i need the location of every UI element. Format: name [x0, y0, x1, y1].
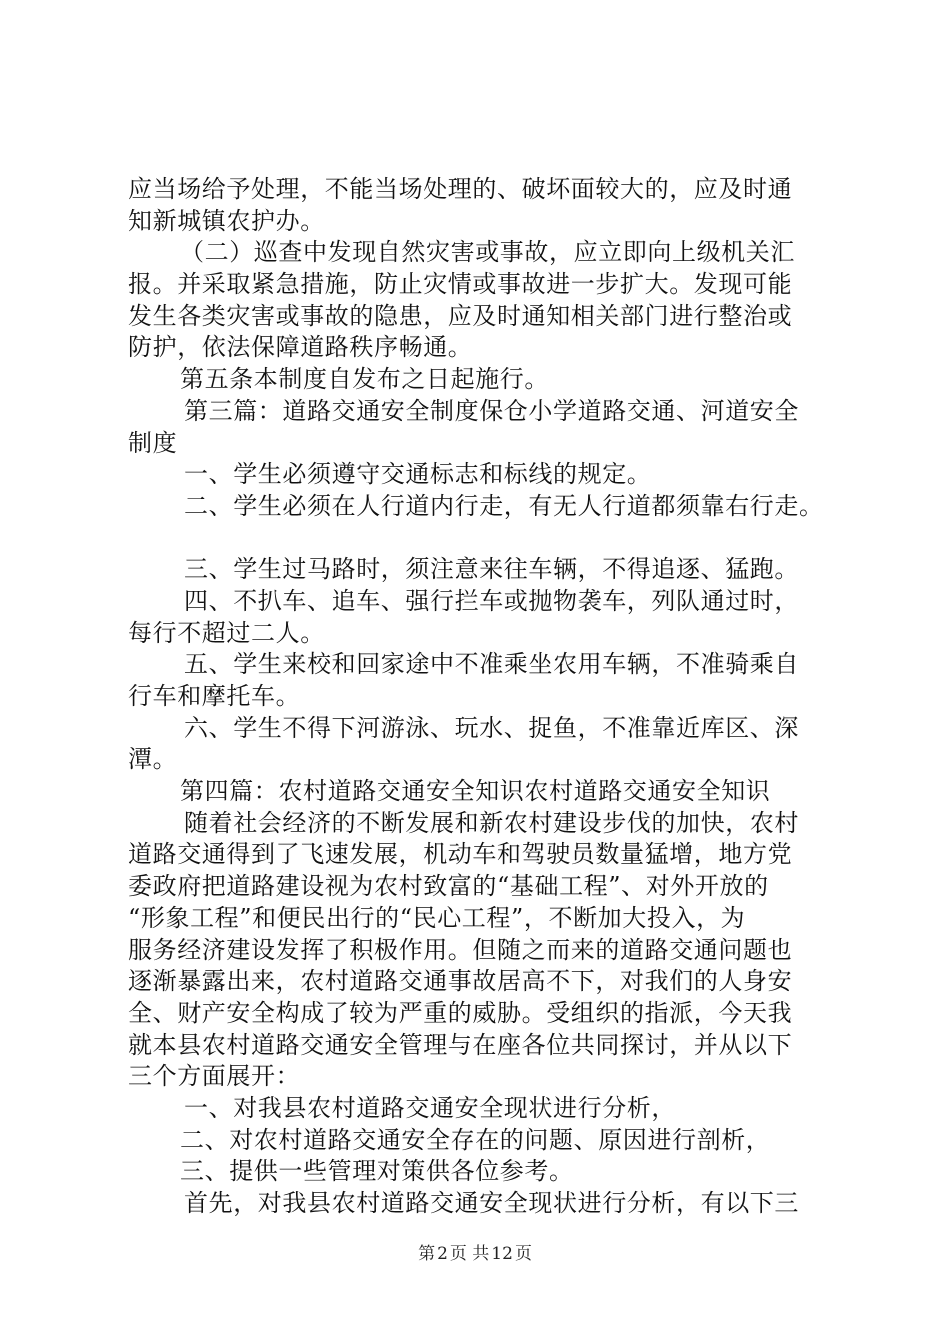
list-item: 六、学生不得下河游泳、玩水、捉鱼，不准靠近库区、深 [184, 713, 799, 742]
list-item: 三、学生过马路时，须注意来往车辆，不得追逐、猛跑。 [184, 555, 799, 584]
list-item: 二、对农村道路交通安全存在的问题、原因进行剖析， [180, 1125, 771, 1154]
text-line: 全、财产安全构成了较为严重的威胁。受组织的指派，今天我 [128, 998, 793, 1027]
list-item: 一、学生必须遵守交通标志和标线的规定。 [184, 460, 652, 489]
list-item: 四、不扒车、追车、强行拦车或抛物袭车，列队通过时， [184, 586, 799, 615]
section-heading: 第四篇：农村道路交通安全知识农村道路交通安全知识 [180, 777, 771, 806]
list-item: 二、学生必须在人行道内行走，有无人行道都须靠右行走。 [184, 491, 824, 520]
text-line: 首先，对我县农村道路交通安全现状进行分析，有以下三 [184, 1189, 799, 1217]
text-line: 防护，依法保障道路秩序畅通。 [128, 333, 473, 362]
page-suffix: 页 [514, 1244, 532, 1264]
list-item: 三、提供一些管理对策供各位参考。 [180, 1157, 574, 1186]
text-line: 潭。 [128, 745, 178, 774]
text-line: 委政府把道路建设视为农村致富的“基础工程”、对外开放的 [128, 872, 769, 901]
text-line: 发生各类灾害或事故的隐患，应及时通知相关部门进行整治或 [128, 301, 793, 330]
text-line: （二）巡查中发现自然灾害或事故，应立即向上级机关汇 [180, 238, 795, 267]
section-heading: 制度 [128, 428, 178, 457]
list-item: 一、对我县农村道路交通安全现状进行分析， [184, 1093, 676, 1122]
text-line: 行车和摩托车。 [128, 682, 301, 710]
text-line: 随着社会经济的不断发展和新农村建设步伐的加快，农村 [184, 808, 799, 837]
total-pages: 12 [491, 1244, 513, 1264]
blank-line [128, 523, 838, 555]
text-line: 报。并采取紧急措施，防止灾情或事故进一步扩大。发现可能 [128, 270, 793, 299]
section-heading: 第三篇：道路交通安全制度保仓小学道路交通、河道安全 [184, 396, 799, 425]
page-footer [0, 1243, 950, 1265]
text-line: “形象工程”和便民出行的“民心工程”，不断加大投入，为 [128, 903, 746, 932]
page-number: 2 [437, 1244, 448, 1264]
list-item: 五、学生来校和回家途中不准乘坐农用车辆，不准骑乘自 [184, 650, 799, 679]
text-line: 道路交通得到了飞速发展，机动车和驾驶员数量猛增，地方党 [128, 840, 793, 869]
text-line: 就本县农村道路交通安全管理与在座各位共同探讨，并从以下 [128, 1030, 793, 1059]
text-line: 逐渐暴露出来，农村道路交通事故居高不下，对我们的人身安 [128, 967, 793, 996]
document-body [128, 174, 838, 1220]
text-line: 服务经济建设发挥了积极作用。但随之而来的道路交通问题也 [128, 935, 793, 964]
page-mid: 页 共 [449, 1244, 490, 1264]
page-prefix: 第 [418, 1244, 436, 1264]
text-line: 应当场给予处理，不能当场处理的、破坏面较大的，应及时通 [128, 175, 793, 203]
text-line: 三个方面展开： [128, 1062, 301, 1091]
text-line: 每行不超过二人。 [128, 618, 325, 647]
text-line: 第五条本制度自发布之日起施行。 [180, 365, 549, 394]
text-line: 知新城镇农护办。 [128, 206, 325, 235]
